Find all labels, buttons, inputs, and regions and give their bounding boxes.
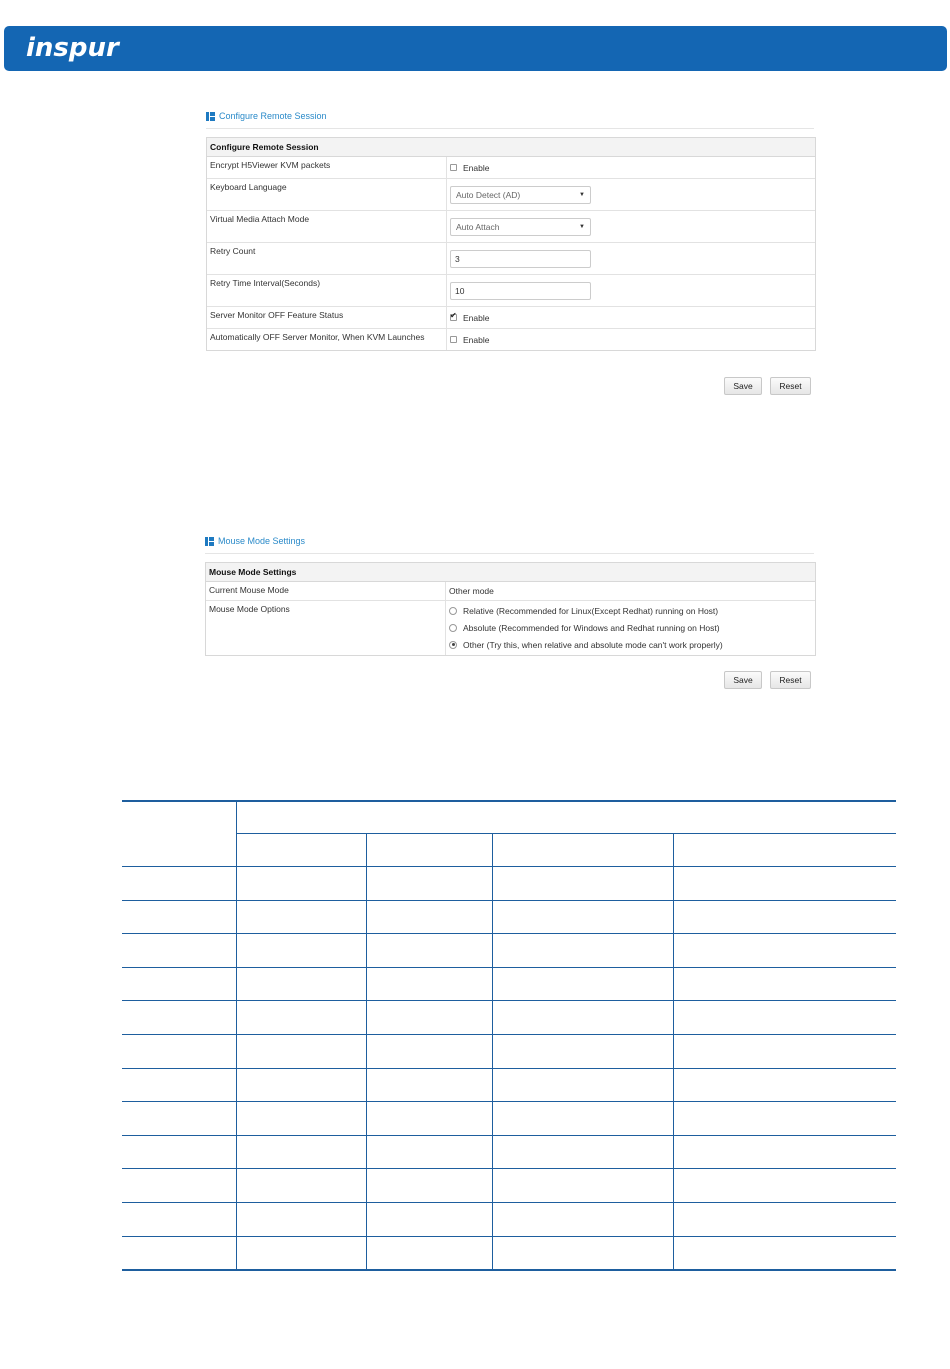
row-encrypt-kvm — [207, 157, 815, 179]
windows-grid-icon — [205, 537, 214, 546]
row-label: Current Mouse Mode — [206, 582, 446, 600]
row-label: Server Monitor OFF Feature Status — [207, 307, 447, 328]
table-row-rule — [122, 1135, 896, 1136]
row-current-mouse-mode — [206, 582, 815, 601]
mouse-option-relative[interactable] — [449, 606, 718, 616]
table-bottom-rule — [122, 1269, 896, 1271]
panel-title: Mouse Mode Settings — [206, 563, 815, 582]
server-monitor-checkbox[interactable] — [450, 314, 457, 321]
row-server-monitor — [207, 307, 815, 329]
absolute-radio[interactable] — [449, 624, 457, 632]
reset-button[interactable]: Reset — [770, 671, 811, 689]
current-mouse-mode-value: Other mode — [449, 586, 494, 596]
table-col-rule — [366, 833, 367, 1269]
mouse-option-absolute[interactable] — [449, 623, 720, 633]
checkbox-label: Enable — [463, 312, 490, 323]
mouse-mode-heading — [205, 533, 305, 549]
table-col-rule — [236, 800, 237, 1269]
dropdown-arrow-icon: ▼ — [579, 191, 585, 198]
remote-session-panel — [206, 137, 816, 351]
row-label: Retry Count — [207, 243, 447, 274]
row-label: Mouse Mode Options — [206, 601, 446, 655]
reset-button[interactable]: Reset — [770, 377, 811, 395]
table-row-rule — [122, 1000, 896, 1001]
row-label: Encrypt H5Viewer KVM packets — [207, 157, 447, 178]
table-col-rule — [492, 833, 493, 1269]
row-label: Keyboard Language — [207, 179, 447, 210]
header-banner — [4, 26, 947, 71]
section-divider — [206, 128, 814, 129]
row-auto-off-monitor — [207, 329, 815, 350]
checkbox-label: Enable — [463, 334, 490, 345]
table-row-rule — [122, 1034, 896, 1035]
save-button[interactable]: Save — [724, 377, 762, 395]
table-top-rule — [122, 800, 896, 802]
table-header-rule — [236, 833, 896, 834]
table-row-rule — [122, 1236, 896, 1237]
auto-off-monitor-checkbox[interactable] — [450, 336, 457, 343]
retry-interval-input[interactable]: 10 — [450, 282, 591, 300]
keyboard-language-select[interactable] — [450, 186, 591, 204]
row-label: Virtual Media Attach Mode — [207, 211, 447, 242]
save-button[interactable]: Save — [724, 671, 762, 689]
remote-session-heading-text: Configure Remote Session — [219, 111, 327, 121]
mouse-option-other[interactable] — [449, 640, 723, 650]
table-row-rule — [122, 900, 896, 901]
dropdown-arrow-icon: ▼ — [579, 223, 585, 230]
table-row-rule — [122, 1101, 896, 1102]
panel-title: Configure Remote Session — [207, 138, 815, 157]
row-retry-count — [207, 243, 815, 275]
table-row-rule — [122, 933, 896, 934]
windows-grid-icon — [206, 112, 215, 121]
relative-radio[interactable] — [449, 607, 457, 615]
checkbox-label: Enable — [463, 162, 490, 173]
row-mouse-mode-options — [206, 601, 815, 655]
table-row-rule — [122, 1068, 896, 1069]
option-label: Relative (Recommended for Linux(Except Redhat) running on Host) — [463, 606, 719, 617]
row-media-attach-mode — [207, 211, 815, 243]
row-label: Automatically OFF Server Monitor, When KVM Launches — [207, 329, 447, 350]
option-label: Other (Try this, when relative and absolute mode can't work properly) — [463, 639, 723, 650]
option-label: Absolute (Recommended for Windows and Redhat running on Host) — [463, 622, 720, 633]
table-col-rule — [673, 833, 674, 1269]
table-row-rule — [122, 967, 896, 968]
remote-session-heading — [206, 108, 327, 124]
media-attach-mode-select[interactable] — [450, 218, 591, 236]
select-value: Auto Attach — [456, 221, 500, 232]
row-keyboard-language — [207, 179, 815, 211]
retry-count-input[interactable]: 3 — [450, 250, 591, 268]
table-row-rule — [122, 1202, 896, 1203]
row-label: Retry Time Interval(Seconds) — [207, 275, 447, 306]
mouse-mode-heading-text: Mouse Mode Settings — [218, 536, 306, 546]
mouse-mode-panel — [205, 562, 816, 656]
inspur-logo: inspur — [26, 33, 119, 63]
table-row-rule — [122, 1168, 896, 1169]
other-radio[interactable] — [449, 641, 457, 649]
select-value: Auto Detect (AD) — [456, 189, 521, 200]
section-divider — [205, 553, 814, 554]
encrypt-kvm-checkbox[interactable] — [450, 164, 457, 171]
table-header-bottom-rule — [122, 866, 896, 867]
row-retry-interval — [207, 275, 815, 307]
